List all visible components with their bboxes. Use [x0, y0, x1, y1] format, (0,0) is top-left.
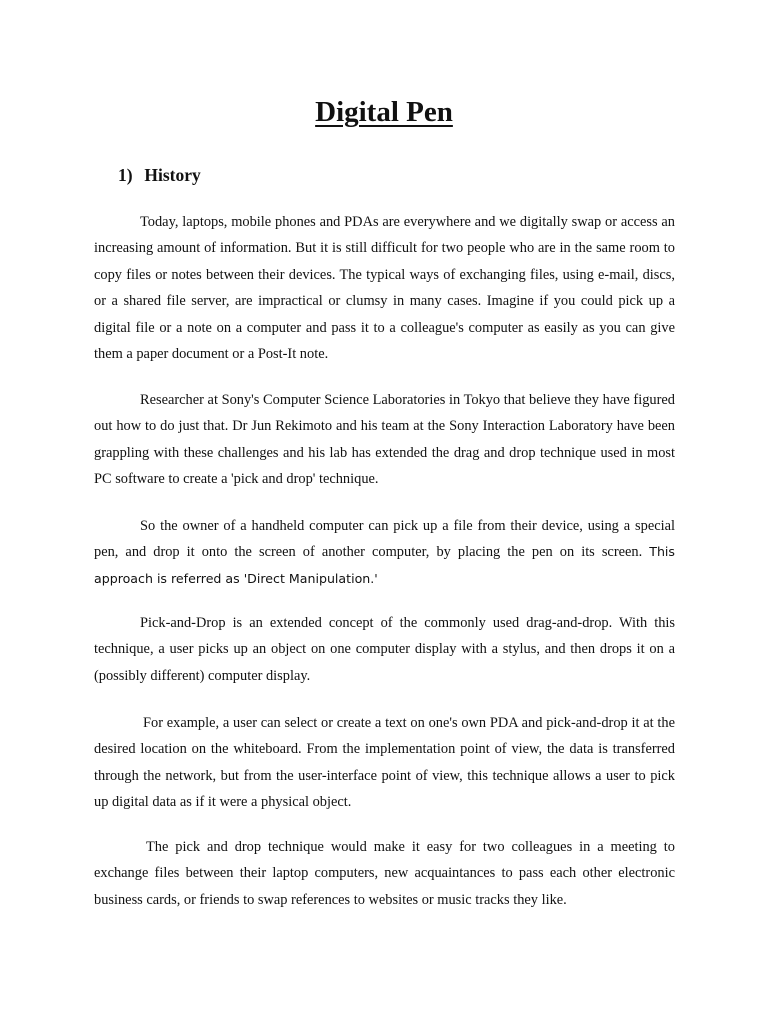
paragraph-handheld — [94, 513, 675, 592]
paragraph-handheld-text: So the owner of a handheld computer can pick up a file from their device, using a special pen, and drop it onto the screen of another computer, by placing the pen on its screen. — [94, 518, 675, 561]
section-heading-text: History — [144, 165, 201, 185]
paragraph-example: For example, a user can select or create a text on one's own PDA and pick-and-drop it at the desired location on the whiteboard. From the implementation point of view, the data is transferred through the network, but from the user-interface point of view, this technique allows a user to pick up digital data as if it were a physical object. — [94, 715, 675, 811]
paragraph-intro: Today, laptops, mobile phones and PDAs are everywhere and we digitally swap or access an increasing amount of information. But it is still difficult for two people who are in the same room to copy files or notes between their devices. The typical ways of exchanging files, using e-mail, discs, or a shared file server, are impractical or clumsy in many cases. Imagine if you could pick up a digital file or a note on a computer and pass it to a colleague's computer as easily as you can give them a paper document or a Post-It note. — [94, 214, 675, 363]
section-number: 1) — [118, 165, 133, 185]
document-title: Digital Pen — [315, 96, 453, 128]
section-heading — [118, 162, 201, 188]
paragraph-use-cases: The pick and drop technique would make it easy for two colleagues in a meeting to exchange files between their laptop computers, new acquaintances to pass each other electronic business cards, or friends to swap references to websites or music tracks they like. — [94, 839, 675, 908]
paragraph-pick-and-drop-concept: Pick-and-Drop is an extended concept of the commonly used drag-and-drop. With this technique, a user picks up an object on one computer display with a stylus, and then drops it on a (possibly different) computer display. — [94, 615, 675, 684]
paragraph-handheld-direct-manipulation: This approach is referred as 'Direct Manipulation.' — [94, 544, 675, 586]
paragraph-sony-research: Researcher at Sony's Computer Science Laboratories in Tokyo that believe they have figured out how to do just that. Dr Jun Rekimoto and his team at the Sony Interaction Laboratory have been grappling with these challenges and his lab has extended the drag and drop technique used in most PC software to create a 'pick and drop' technique. — [94, 392, 675, 488]
